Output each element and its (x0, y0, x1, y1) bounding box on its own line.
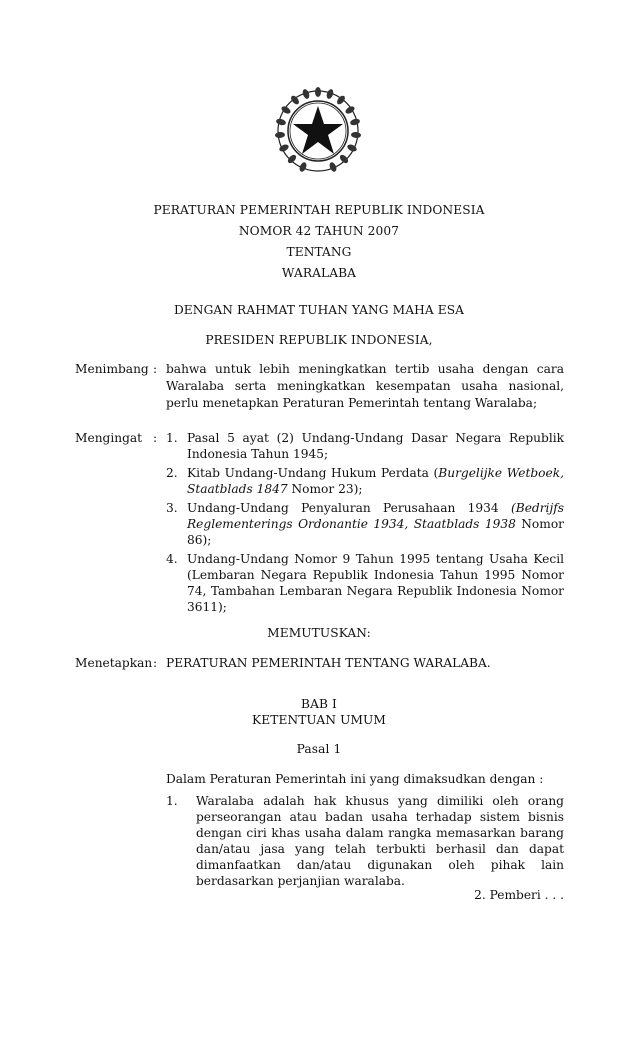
article-heading: Pasal 1 (296, 742, 342, 756)
menetapkan-text: PERATURAN PEMERINTAH TENTANG WARALABA. (166, 656, 491, 670)
menimbang-line-1: bahwa untuk lebih meningkatkan tertib usaha dengan cara (166, 362, 564, 376)
regulation-number: NOMOR 42 TAHUN 2007 (238, 224, 400, 238)
item-number: 1. (166, 431, 178, 445)
mengingat-item-1 (166, 430, 564, 464)
state-emblem-icon (273, 86, 363, 176)
chapter-subtitle: KETENTUAN UMUM (252, 713, 386, 727)
menetapkan-label: Menetapkan (75, 656, 153, 670)
menimbang-label: Menimbang (75, 362, 149, 376)
item-italic-text: Burgelijke Wetboek, (438, 466, 564, 480)
mengingat-item-2 (166, 465, 564, 499)
item-line: dimanfaatkan dan/atau digunakan oleh pihak lain (196, 858, 564, 872)
item-line: Undang-Undang Nomor 9 Tahun 1995 tentang Usaha Kecil (187, 552, 564, 566)
regulation-tentang: TENTANG (286, 245, 352, 259)
item-line: perseorangan atau badan usaha terhadap sistem bisnis (196, 810, 564, 824)
item-number: 1. (166, 794, 178, 808)
chapter-title: BAB I (301, 697, 337, 711)
item-line (187, 500, 564, 516)
president-heading: PRESIDEN REPUBLIK INDONESIA, (205, 333, 433, 347)
item-italic-text: Reglementerings Ordonantie 1934, Staatblads 1938 (187, 517, 516, 531)
mengingat-label: Mengingat (75, 431, 143, 445)
item-line (187, 516, 564, 532)
item-italic-text: (Bedrijfs (511, 501, 564, 515)
item-line (187, 465, 564, 481)
item-number: 4. (166, 552, 178, 566)
menimbang-line-2: Waralaba serta meningkatkan kesempatan usaha nasional, (166, 379, 564, 393)
item-line: Indonesia Tahun 1945; (187, 447, 329, 461)
menimbang-colon: : (153, 362, 158, 376)
item-text: Kitab Undang-Undang Hukum Perdata ( (187, 466, 439, 480)
item-number: 3. (166, 501, 178, 515)
item-line: 74, Tambahan Lembaran Negara Republik Indonesia Nomor (187, 584, 564, 598)
item-line: 86); (187, 533, 212, 547)
item-line: Pasal 5 ayat (2) Undang-Undang Dasar Negara Republik (187, 431, 564, 445)
next-page-reference: 2. Pemberi . . . (474, 888, 564, 902)
definition-item-1 (166, 793, 564, 891)
item-line: dan/atau jasa yang telah terbukti berhasil dan dapat (196, 842, 564, 856)
regulation-title: PERATURAN PEMERINTAH REPUBLIK INDONESIA (153, 203, 485, 217)
item-text: Nomor (515, 517, 564, 531)
item-line: Waralaba adalah hak khusus yang dimiliki oleh orang (196, 794, 564, 808)
item-line: dengan ciri khas usaha dalam rangka memasarkan barang (196, 826, 564, 840)
item-text: Undang-Undang Penyaluran Perusahaan 1934 (187, 501, 511, 515)
regulation-subject: WARALABA (281, 266, 357, 280)
item-line: (Lembaran Negara Republik Indonesia Tahun 1995 Nomor (187, 568, 564, 582)
mengingat-item-3 (166, 500, 564, 550)
menetapkan-colon: : (153, 656, 158, 670)
item-line: berdasarkan perjanjian waralaba. (196, 874, 405, 888)
item-line (187, 481, 564, 497)
item-italic-text: Staatblads 1847 (187, 482, 288, 496)
item-number: 2. (166, 466, 178, 480)
menimbang-line-3: perlu menetapkan Peraturan Pemerintah tentang Waralaba; (166, 396, 538, 410)
memutuskan-heading: MEMUTUSKAN: (267, 626, 371, 640)
mengingat-item-4 (166, 551, 564, 617)
item-text: Nomor 23); (287, 482, 363, 496)
invocation: DENGAN RAHMAT TUHAN YANG MAHA ESA (173, 303, 465, 317)
menimbang-text (166, 361, 564, 412)
item-line: 3611); (187, 600, 227, 614)
mengingat-colon: : (153, 431, 158, 445)
article-intro: Dalam Peraturan Pemerintah ini yang dimaksudkan dengan : (166, 772, 544, 786)
